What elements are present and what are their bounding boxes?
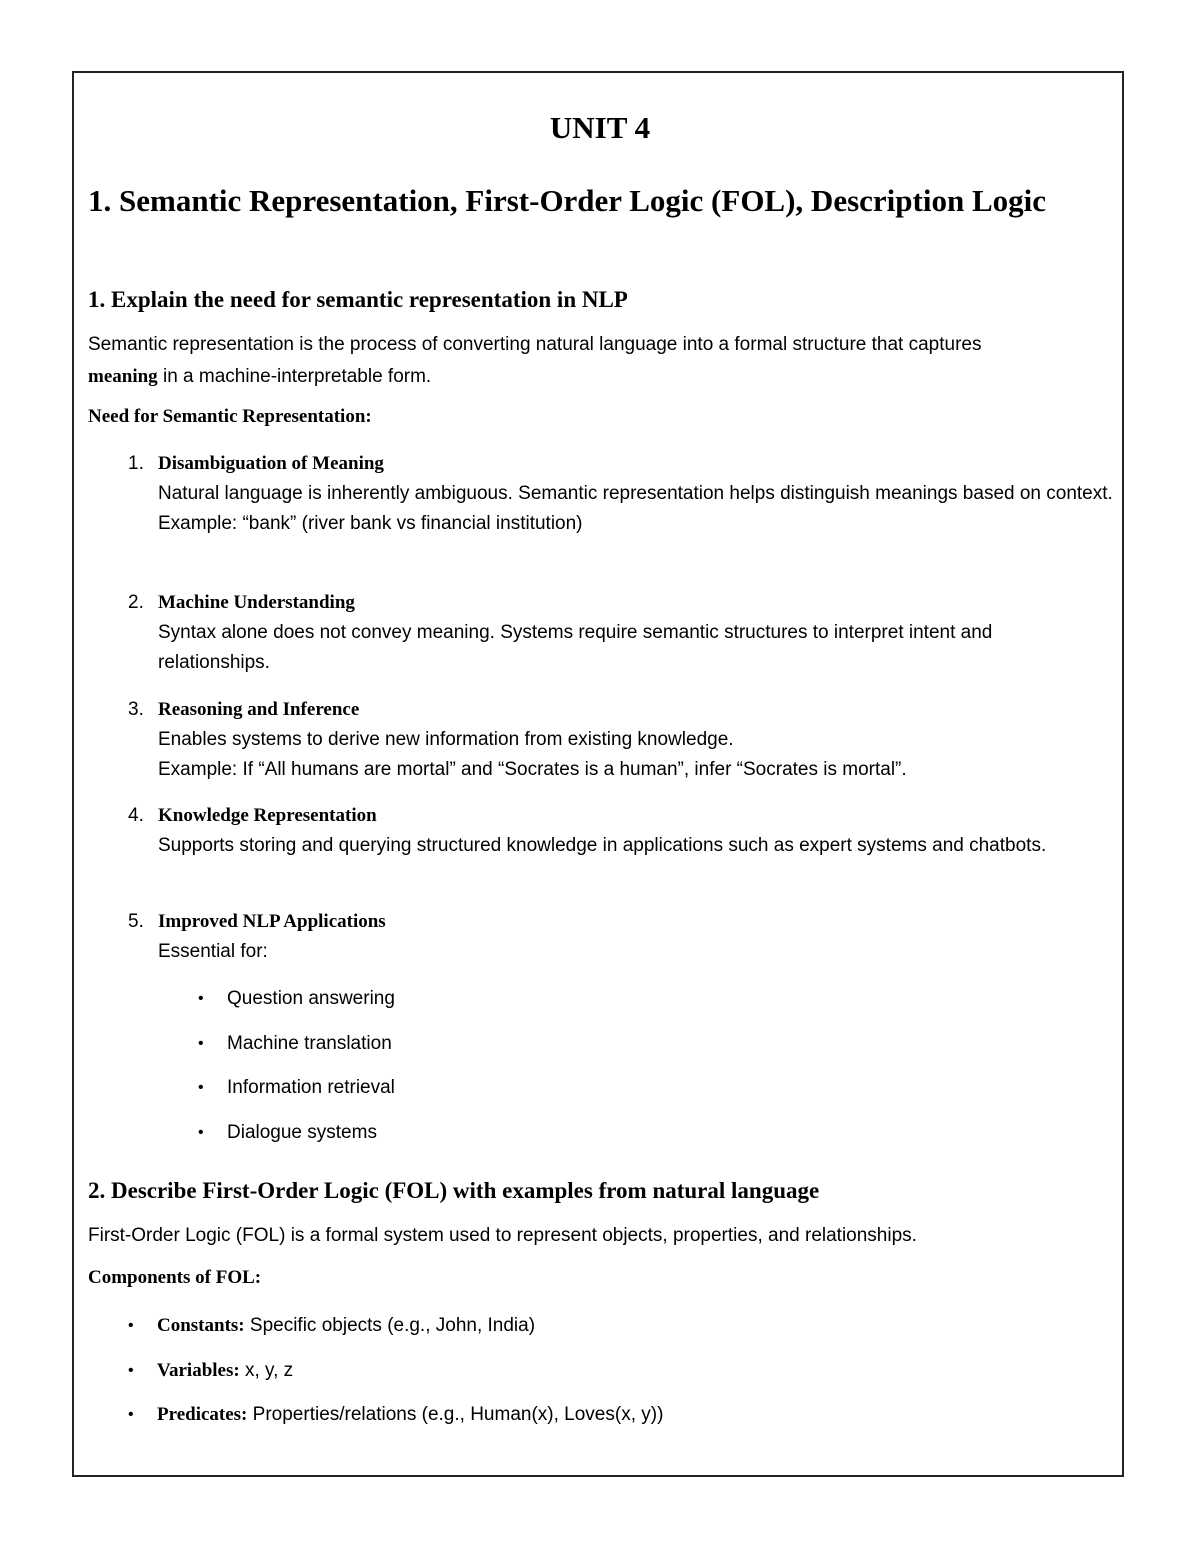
bullet-text: Machine translation	[227, 1033, 392, 1054]
item-title: Machine Understanding	[158, 592, 355, 613]
bullet-text	[157, 1400, 663, 1430]
item-number: 2.	[128, 592, 144, 613]
bullet-dot: •	[128, 1317, 134, 1334]
item-line: Syntax alone does not convey meaning. Systems require semantic structures to interpret intent and relationships.	[158, 622, 993, 673]
bullet-dot: •	[128, 1406, 134, 1423]
item-line: Example: “bank” (river bank vs financial institution)	[158, 513, 583, 534]
component-desc: x, y, z	[239, 1360, 294, 1381]
unit-title: UNIT 4	[549, 110, 651, 145]
item-line: Natural language is inherently ambiguous. Semantic representation helps distinguish meanings based on context.	[158, 483, 1113, 504]
need-label: Need for Semantic Representation:	[88, 406, 372, 427]
item-line: Essential for:	[158, 941, 268, 962]
q1-intro-part1: Semantic representation is the process of converting natural language into a formal structure that captures	[88, 334, 982, 355]
item-title: Improved NLP Applications	[158, 911, 386, 932]
item-title: Knowledge Representation	[158, 805, 377, 826]
item-body	[158, 831, 1118, 861]
item-number: 5.	[128, 911, 144, 932]
item-number: 3.	[128, 699, 144, 720]
q1-intro	[88, 329, 1108, 393]
component-term: Constants:	[157, 1315, 245, 1336]
question-2-heading: 2. Describe First-Order Logic (FOL) with examples from natural language	[88, 1178, 820, 1203]
bullet-dot: •	[198, 1035, 204, 1052]
bullet-dot: •	[128, 1362, 134, 1379]
bullet-text: Information retrieval	[227, 1077, 395, 1098]
item-line: Example: If “All humans are mortal” and “Socrates is a human”, infer “Socrates is mortal”.	[158, 759, 907, 780]
item-body	[158, 725, 1118, 785]
q2-intro: First-Order Logic (FOL) is a formal system used to represent objects, properties, and relationships.	[88, 1225, 917, 1246]
item-line: Supports storing and querying structured knowledge in applications such as expert systems and chatbots.	[158, 835, 1047, 856]
bullet-text	[157, 1311, 535, 1341]
bullet-dot: •	[198, 1124, 204, 1141]
component-desc: Specific objects (e.g., John, India)	[244, 1315, 536, 1336]
item-body	[158, 618, 1118, 678]
bullet-dot: •	[198, 1079, 204, 1096]
bullet-text: Dialogue systems	[227, 1122, 377, 1143]
component-term: Predicates:	[157, 1404, 248, 1425]
section-heading: 1. Semantic Representation, First-Order Logic (FOL), Description Logic	[88, 183, 1046, 218]
components-label: Components of FOL:	[88, 1267, 262, 1288]
component-term: Variables:	[157, 1360, 240, 1381]
item-number: 4.	[128, 805, 144, 826]
q1-intro-part2: in a machine-interpretable form.	[157, 366, 432, 387]
item-body	[158, 937, 1118, 967]
item-title: Disambiguation of Meaning	[158, 453, 384, 474]
component-desc: Properties/relations (e.g., Human(x), Loves(x, y))	[247, 1404, 664, 1425]
item-title: Reasoning and Inference	[158, 699, 360, 720]
item-number: 1.	[128, 453, 144, 474]
bullet-dot: •	[198, 990, 204, 1007]
bullet-text	[157, 1356, 293, 1386]
q1-intro-bold: meaning	[88, 366, 158, 387]
item-body	[158, 479, 1118, 539]
item-line: Enables systems to derive new information from existing knowledge.	[158, 729, 734, 750]
question-1-heading: 1. Explain the need for semantic representation in NLP	[88, 287, 628, 312]
bullet-text: Question answering	[227, 988, 395, 1009]
